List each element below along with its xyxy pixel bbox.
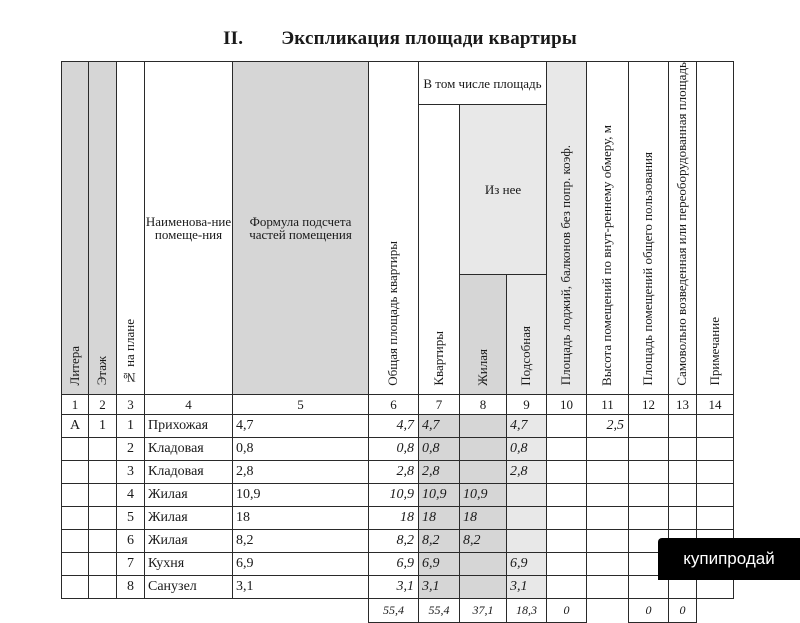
- col-number: 11: [587, 394, 629, 414]
- cell-total: 3,1: [369, 575, 419, 598]
- cell-etazh: [89, 529, 117, 552]
- cell-formula: 18: [233, 506, 369, 529]
- cell-empty: [629, 506, 669, 529]
- cell-nomer: 2: [117, 437, 145, 460]
- cell-empty: [629, 414, 669, 437]
- total-lodzhii: 0: [547, 598, 587, 622]
- cell-litera: [62, 460, 89, 483]
- cell-total: 0,8: [369, 437, 419, 460]
- cell-vys: [587, 437, 629, 460]
- cell-lodzh: [547, 529, 587, 552]
- header-kvartiry: Квартиры: [419, 105, 460, 395]
- cell-formula: 10,9: [233, 483, 369, 506]
- cell-name: Кладовая: [145, 437, 233, 460]
- cell-nomer: 7: [117, 552, 145, 575]
- cell-empty: [669, 483, 697, 506]
- cell-vys: [587, 483, 629, 506]
- col-number: 9: [507, 394, 547, 414]
- cell-vys: [587, 552, 629, 575]
- table-row: [62, 552, 734, 575]
- cell-lodzh: [547, 575, 587, 598]
- cell-nomer: 4: [117, 483, 145, 506]
- cell-etazh: [89, 575, 117, 598]
- table-row: [62, 460, 734, 483]
- cell-lodzh: [547, 460, 587, 483]
- cell-empty: [697, 483, 734, 506]
- cell-formula: 2,8: [233, 460, 369, 483]
- cell-total: 10,9: [369, 483, 419, 506]
- header-etazh: Этаж: [89, 62, 117, 395]
- totals-blank: [89, 598, 117, 622]
- cell-empty: [697, 437, 734, 460]
- cell-vys: [587, 575, 629, 598]
- col-number: 4: [145, 394, 233, 414]
- cell-vys: 2,5: [587, 414, 629, 437]
- cell-etazh: [89, 552, 117, 575]
- document-title: [0, 28, 800, 50]
- col-number: 2: [89, 394, 117, 414]
- cell-litera: А: [62, 414, 89, 437]
- cell-zhil: 8,2: [460, 529, 507, 552]
- col-number: 3: [117, 394, 145, 414]
- cell-zhil: 10,9: [460, 483, 507, 506]
- cell-pods: [507, 506, 547, 529]
- cell-formula: 3,1: [233, 575, 369, 598]
- cell-name: Санузел: [145, 575, 233, 598]
- cell-formula: 8,2: [233, 529, 369, 552]
- cell-zhil: [460, 460, 507, 483]
- totals-blank: [233, 598, 369, 622]
- total-obshaya: 55,4: [369, 598, 419, 622]
- cell-etazh: [89, 460, 117, 483]
- cell-kv: 8,2: [419, 529, 460, 552]
- cell-lodzh: [547, 552, 587, 575]
- cell-kv: 0,8: [419, 437, 460, 460]
- cell-nomer: 6: [117, 529, 145, 552]
- cell-lodzh: [547, 414, 587, 437]
- cell-vys: [587, 529, 629, 552]
- total-zhilaya: 37,1: [460, 598, 507, 622]
- header-iz-nee: Из нее: [460, 105, 547, 275]
- table-row: [62, 529, 734, 552]
- cell-pods: [507, 483, 547, 506]
- cell-formula: 6,9: [233, 552, 369, 575]
- col-number: 13: [669, 394, 697, 414]
- table-row: [62, 414, 734, 437]
- total-obshego-polz: 0: [629, 598, 669, 622]
- totals-row: [62, 598, 734, 622]
- header-obshaya: Общая площадь квартиры: [369, 62, 419, 395]
- watermark-logo: купипродай: [658, 538, 800, 580]
- header-primechanie: Примечание: [697, 62, 734, 395]
- cell-total: 2,8: [369, 460, 419, 483]
- cell-kv: 10,9: [419, 483, 460, 506]
- column-numbers-row: [62, 394, 734, 414]
- cell-zhil: [460, 575, 507, 598]
- cell-zhil: [460, 552, 507, 575]
- cell-name: Кладовая: [145, 460, 233, 483]
- cell-name: Жилая: [145, 483, 233, 506]
- cell-kv: 2,8: [419, 460, 460, 483]
- cell-empty: [669, 437, 697, 460]
- cell-pods: 6,9: [507, 552, 547, 575]
- cell-litera: [62, 483, 89, 506]
- cell-total: 8,2: [369, 529, 419, 552]
- header-vysota: Высота помещений по внут-реннему обмеру, м: [587, 62, 629, 395]
- totals-blank: [145, 598, 233, 622]
- cell-etazh: 1: [89, 414, 117, 437]
- totals-blank: [697, 598, 734, 622]
- cell-empty: [629, 460, 669, 483]
- col-number: 8: [460, 394, 507, 414]
- cell-litera: [62, 437, 89, 460]
- title-number: II.: [223, 28, 244, 49]
- cell-name: Жилая: [145, 529, 233, 552]
- cell-formula: 4,7: [233, 414, 369, 437]
- cell-zhil: [460, 414, 507, 437]
- explication-table: [61, 61, 734, 623]
- cell-litera: [62, 575, 89, 598]
- col-number: 1: [62, 394, 89, 414]
- total-kvartiry: 55,4: [419, 598, 460, 622]
- table-row: [62, 506, 734, 529]
- cell-etazh: [89, 437, 117, 460]
- cell-vys: [587, 460, 629, 483]
- cell-nomer: 1: [117, 414, 145, 437]
- cell-vys: [587, 506, 629, 529]
- cell-kv: 4,7: [419, 414, 460, 437]
- col-number: 5: [233, 394, 369, 414]
- header-nomer: № на плане: [117, 62, 145, 395]
- cell-total: 6,9: [369, 552, 419, 575]
- cell-nomer: 5: [117, 506, 145, 529]
- col-number: 10: [547, 394, 587, 414]
- cell-pods: 2,8: [507, 460, 547, 483]
- totals-blank: [117, 598, 145, 622]
- totals-blank: [587, 598, 629, 622]
- cell-empty: [669, 414, 697, 437]
- cell-litera: [62, 552, 89, 575]
- header-naimenovanie: Наименова-ние помеще-ния: [145, 62, 233, 395]
- cell-pods: 3,1: [507, 575, 547, 598]
- col-number: 12: [629, 394, 669, 414]
- totals-blank: [62, 598, 89, 622]
- table-row: [62, 575, 734, 598]
- cell-total: 18: [369, 506, 419, 529]
- cell-lodzh: [547, 437, 587, 460]
- header-litera: Литера: [62, 62, 89, 395]
- cell-nomer: 3: [117, 460, 145, 483]
- cell-empty: [669, 506, 697, 529]
- col-number: 14: [697, 394, 734, 414]
- cell-empty: [697, 506, 734, 529]
- header-obshego-polz: Площадь помещений общего пользования: [629, 62, 669, 395]
- cell-name: Жилая: [145, 506, 233, 529]
- col-number: 7: [419, 394, 460, 414]
- total-samovolno: 0: [669, 598, 697, 622]
- cell-pods: [507, 529, 547, 552]
- cell-name: Кухня: [145, 552, 233, 575]
- cell-pods: 0,8: [507, 437, 547, 460]
- cell-etazh: [89, 506, 117, 529]
- cell-nomer: 8: [117, 575, 145, 598]
- cell-kv: 18: [419, 506, 460, 529]
- cell-empty: [629, 483, 669, 506]
- cell-empty: [669, 460, 697, 483]
- header-formula: Формула подсчета частей помещения: [233, 62, 369, 395]
- total-podsobnaya: 18,3: [507, 598, 547, 622]
- cell-empty: [697, 460, 734, 483]
- cell-litera: [62, 529, 89, 552]
- title-text: Экспликация площади квартиры: [281, 28, 577, 49]
- cell-formula: 0,8: [233, 437, 369, 460]
- cell-kv: 6,9: [419, 552, 460, 575]
- header-lodzhii: Площадь лоджий, балконов без попр. коэф.: [547, 62, 587, 395]
- cell-litera: [62, 506, 89, 529]
- header-podsobnaya: Подсобная: [507, 274, 547, 394]
- cell-total: 4,7: [369, 414, 419, 437]
- header-zhilaya: Жилая: [460, 274, 507, 394]
- cell-kv: 3,1: [419, 575, 460, 598]
- cell-zhil: 18: [460, 506, 507, 529]
- col-number: 6: [369, 394, 419, 414]
- table-row: [62, 483, 734, 506]
- header-samovolno: Самовольно возведенная или переоборудованная площадь: [669, 62, 697, 395]
- cell-name: Прихожая: [145, 414, 233, 437]
- cell-empty: [697, 414, 734, 437]
- cell-pods: 4,7: [507, 414, 547, 437]
- header-v-tom-chisle: В том числе площадь: [419, 62, 547, 105]
- table-row: [62, 437, 734, 460]
- cell-etazh: [89, 483, 117, 506]
- cell-lodzh: [547, 506, 587, 529]
- cell-lodzh: [547, 483, 587, 506]
- cell-zhil: [460, 437, 507, 460]
- cell-empty: [629, 437, 669, 460]
